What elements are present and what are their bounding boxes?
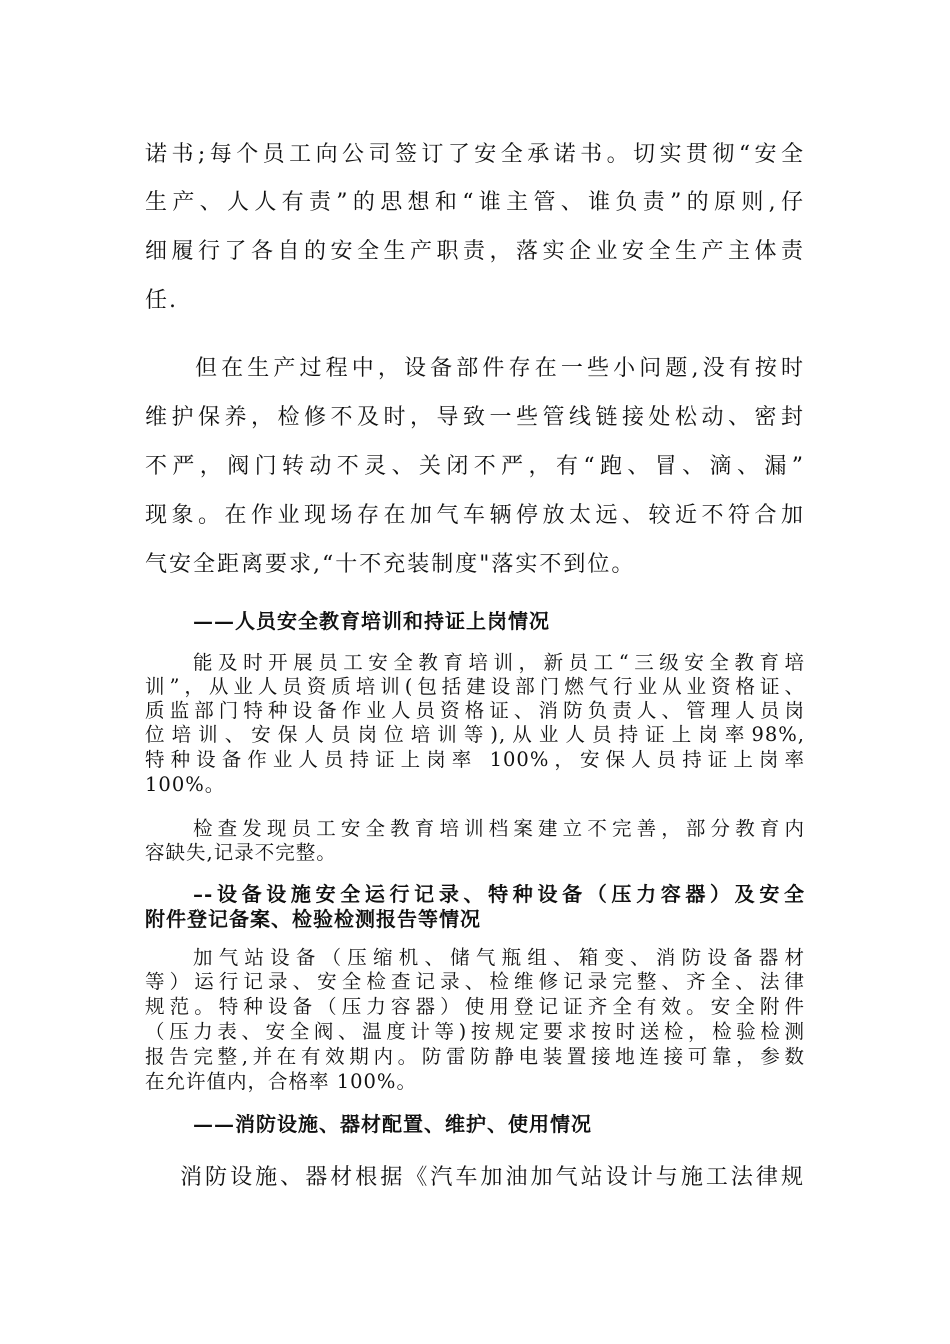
text-line: 加气站设备（压缩机、储气瓶组、箱变、消防设备器材 — [193, 946, 805, 969]
text-line: 生产、人人有责”的思想和“谁主管、谁负责”的原则,仔 — [145, 190, 805, 215]
text-line: （压力表、安全阀、温度计等)按规定要求按时送检，检验检测 — [145, 1020, 805, 1043]
section-heading: 附件登记备案、检验检测报告等情况 — [145, 907, 481, 931]
text-line: 检查发现员工安全教育培训档案建立不完善，部分教育内 — [193, 817, 805, 840]
text-line: 位培训、安保人员岗位培训等),从业人员持证上岗率98%, — [145, 723, 805, 746]
text-line: 等）运行记录、安全检查记录、检维修记录完整、齐全、法律 — [145, 970, 805, 993]
text-line: 容缺失,记录不完整。 — [145, 841, 337, 864]
text-line: 100%。 — [145, 773, 226, 796]
text-line: 但在生产过程中，设备部件存在一些小问题,没有按时 — [195, 356, 805, 381]
text-line: 在允许值内，合格率 100%。 — [145, 1070, 417, 1093]
text-line: 维护保养，检修不及时，导致一些管线链接处松动、密封 — [145, 405, 805, 430]
text-line: 消防设施、器材根据《汽车加油加气站设计与施工法律规 — [180, 1165, 805, 1190]
section-heading: ——消防设施、器材配置、维护、使用情况 — [193, 1112, 592, 1136]
section-heading: ——人员安全教育培训和持证上岗情况 — [193, 609, 550, 633]
text-line: 现象。在作业现场存在加气车辆停放太远、较近不符合加 — [145, 503, 805, 528]
text-line: 质监部门特种设备作业人员资格证、消防负责人、管理人员岗 — [145, 699, 805, 722]
text-line: 训”，从业人员资质培训(包括建设部门燃气行业从业资格证、 — [145, 675, 805, 698]
text-line: 不严，阀门转动不灵、关闭不严，有“跑、冒、滴、漏” — [145, 454, 805, 479]
text-line: 气安全距离要求,“十不充装制度"落实不到位。 — [145, 552, 636, 577]
section-heading: –-设备设施安全运行记录、特种设备（压力容器）及安全 — [193, 882, 805, 906]
text-line: 能及时开展员工安全教育培训，新员工“三级安全教育培 — [193, 651, 805, 674]
text-line: 规范。特种设备（压力容器）使用登记证齐全有效。安全附件 — [145, 995, 805, 1018]
text-line: 报告完整,并在有效期内。防雷防静电装置接地连接可靠，参数 — [145, 1045, 805, 1068]
text-line: 特种设备作业人员持证上岗率 100%，安保人员持证上岗率 — [145, 748, 805, 771]
text-line: 细履行了各自的安全生产职责，落实企业安全生产主体责 — [145, 239, 805, 264]
text-line: 诺书;每个员工向公司签订了安全承诺书。切实贯彻“安全 — [145, 142, 805, 167]
text-line: 任. — [145, 288, 178, 313]
